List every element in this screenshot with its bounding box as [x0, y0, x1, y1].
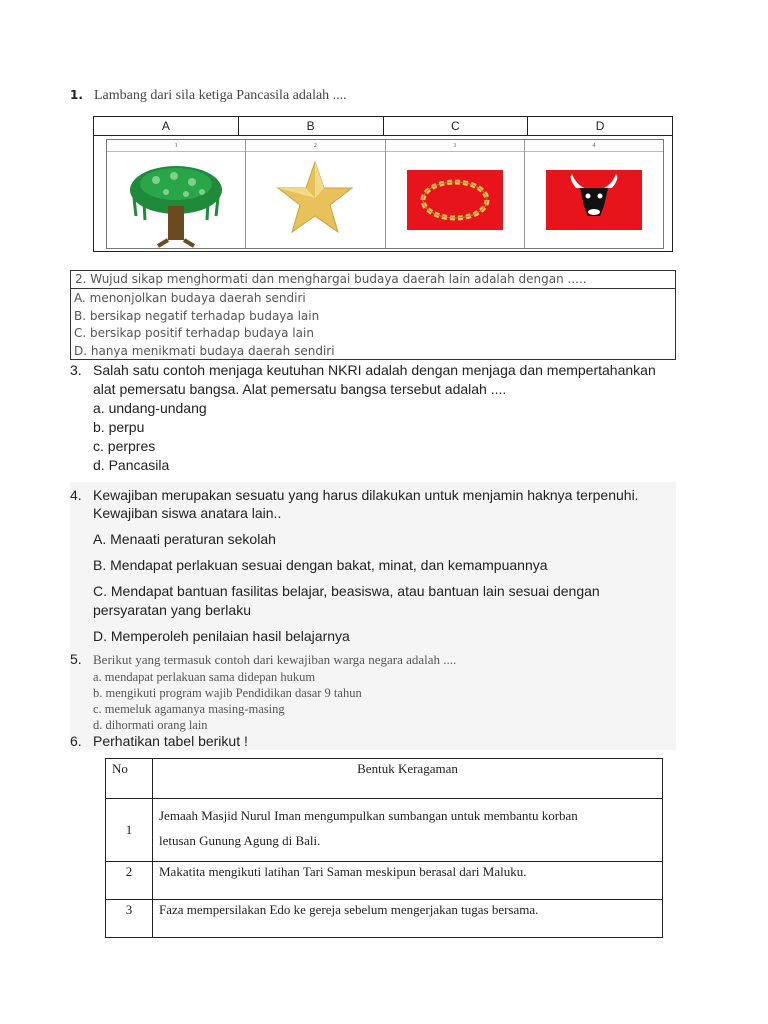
- header-a: A: [94, 117, 239, 135]
- options-list: [74, 290, 335, 360]
- answer-image-table: [93, 116, 673, 252]
- option-c[interactable]: C. bersikap positif terhadap budaya lain: [74, 326, 314, 340]
- option-c[interactable]: c. memeluk agamanya masing-masing: [93, 702, 285, 716]
- chain-icon: [407, 170, 503, 230]
- question-text: Perhatikan tabel berikut !: [93, 733, 248, 749]
- question-2: [70, 270, 676, 360]
- sub-number: 4: [525, 141, 663, 152]
- header-d: D: [595, 119, 605, 133]
- header-c: C: [384, 117, 529, 135]
- row-content: [153, 799, 663, 862]
- image-cell-b: [246, 140, 385, 248]
- option-d[interactable]: D. hanya menikmati budaya daerah sendiri: [74, 343, 335, 358]
- image-row: [106, 139, 664, 249]
- question-number: 3.: [70, 362, 82, 378]
- star-icon: [275, 158, 355, 238]
- question-text-line1: Kewajiban merupakan sesuatu yang harus dilakukan untuk menjamin haknya terpenuhi.: [93, 487, 639, 503]
- question-number: 4.: [70, 487, 82, 503]
- row-content: Faza mempersilakan Edo ke gereja sebelum mengerjakan tugas bersama.: [153, 900, 663, 938]
- question-5: [70, 650, 456, 733]
- option-b[interactable]: B. bersikap negatif terhadap budaya lain: [74, 308, 320, 323]
- option-d[interactable]: D. Memperoleh penilaian hasil belajarnya: [93, 628, 350, 644]
- option-a[interactable]: A. menonjolkan budaya daerah sendiri: [74, 291, 306, 305]
- header-b: B: [239, 117, 384, 135]
- option-a[interactable]: a. mendapat perlakuan sama didepan hukum: [93, 670, 316, 684]
- option-a[interactable]: A. Menaati peraturan sekolah: [93, 531, 276, 547]
- option-d[interactable]: d. dihormati orang lain: [93, 718, 208, 732]
- header-content: Bentuk Keragaman: [153, 759, 663, 799]
- question-text-line2: alat pemersatu bangsa. Alat pemersatu bangsa tersebut adalah ....: [93, 381, 507, 397]
- option-c[interactable]: C. Mendapat bantuan fasilitas belajar, beasiswa, atau bantuan lain sesuai dengan: [93, 583, 600, 599]
- table-row: [106, 799, 663, 862]
- bull-head-icon: [546, 170, 642, 230]
- header-no: No: [106, 759, 153, 799]
- table-row: [106, 900, 663, 938]
- image-cell-d: [525, 140, 663, 248]
- question-text: 2. Wujud sikap menghormati dan menghargai budaya daerah lain adalah dengan .....: [71, 271, 675, 289]
- row-number: 3: [106, 900, 153, 938]
- diversity-table: [105, 758, 663, 938]
- question-number: 6.: [70, 733, 82, 749]
- question-4: [70, 486, 639, 646]
- question-text-line2: Kewajiban siswa anatara lain..: [93, 505, 282, 521]
- image-cell-c: [386, 140, 525, 248]
- option-c[interactable]: c. perpres: [93, 438, 156, 454]
- sub-number: 1: [107, 141, 245, 152]
- option-d[interactable]: d. Pancasila: [93, 457, 170, 473]
- question-text: Lambang dari sila ketiga Pancasila adalah ....: [94, 88, 347, 103]
- question-1: [70, 88, 347, 104]
- question-number: 5.: [70, 651, 82, 667]
- table-row: [106, 862, 663, 900]
- table-header-row: [106, 759, 663, 799]
- sub-number: 2: [246, 141, 384, 152]
- banyan-tree-icon: [126, 158, 226, 248]
- option-b[interactable]: b. mengikuti program wajib Pendidikan dasar 9 tahun: [93, 686, 362, 700]
- row-number: 2: [106, 862, 153, 900]
- row-text-line2: letusan Gunung Agung di Bali.: [159, 833, 321, 848]
- question-text: Berikut yang termasuk contoh dari kewajiban warga negara adalah ....: [93, 652, 457, 667]
- option-c-continued: persyaratan yang berlaku: [93, 602, 251, 618]
- option-b[interactable]: B. Mendapat perlakuan sesuai dengan bakat, minat, dan kemampuannya: [93, 557, 548, 573]
- option-b[interactable]: b. perpu: [93, 419, 145, 435]
- question-text-line1: Salah satu contoh menjaga keutuhan NKRI adalah dengan menjaga dan mempertahankan: [93, 362, 656, 378]
- question-number: 1.: [70, 88, 83, 102]
- row-text-line1: Jemaah Masjid Nurul Iman mengumpulkan sumbangan untuk membantu korban: [159, 808, 578, 823]
- row-content: Makatita mengikuti latihan Tari Saman meskipun berasal dari Maluku.: [153, 862, 663, 900]
- option-a[interactable]: a. undang-undang: [93, 400, 207, 416]
- sub-number: 3: [386, 141, 524, 152]
- question-3: [70, 361, 656, 475]
- table-header: [94, 117, 672, 136]
- image-cell-a: [107, 140, 246, 248]
- question-6: [70, 733, 248, 749]
- row-number: 1: [106, 799, 153, 862]
